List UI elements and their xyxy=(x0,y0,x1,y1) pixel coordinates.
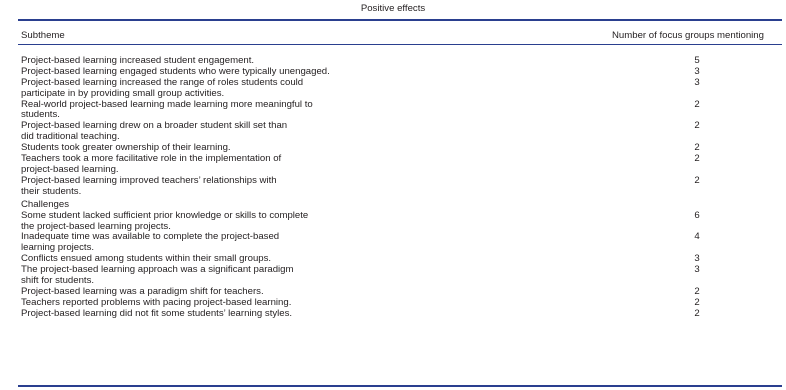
count-cell: 2 xyxy=(694,296,700,308)
table-row xyxy=(0,232,786,254)
count-cell: 3 xyxy=(694,253,700,265)
table-row xyxy=(0,100,786,122)
subtheme-cell: Real-world project-based learning made learning more meaningful to students. xyxy=(21,98,313,121)
subtheme-cell: Inadequate time was available to complete the project-based learning projects. xyxy=(21,231,280,254)
table-row xyxy=(0,265,786,287)
subtheme-cell: Project-based learning engaged students who were typically unengaged. xyxy=(21,65,330,77)
count-cell: 4 xyxy=(694,231,700,243)
subtheme-cell: Project-based learning increased the range of roles students could participate in by providing small group activities. xyxy=(21,76,304,99)
count-cell: 2 xyxy=(694,98,700,110)
table-row xyxy=(0,211,786,233)
header-focus-group-count: Number of focus groups mentioning xyxy=(612,30,764,41)
subtheme-cell: Conflicts ensued among students within their small groups. xyxy=(21,253,272,265)
subtheme-cell: Project-based learning was a paradigm shift for teachers. xyxy=(21,285,264,297)
header-subtheme: Subtheme xyxy=(21,30,65,41)
header-rule xyxy=(18,44,782,45)
count-cell: 2 xyxy=(694,307,700,319)
table-row xyxy=(0,176,786,198)
count-cell: 2 xyxy=(694,285,700,297)
table-caption: Positive effects xyxy=(360,3,426,14)
table-row xyxy=(0,78,786,100)
subtheme-cell: Project-based learning did not fit some students’ learning styles. xyxy=(21,307,293,319)
subtheme-cell: Project-based learning increased student engagement. xyxy=(21,55,255,66)
top-rule xyxy=(18,19,782,21)
table-row xyxy=(0,309,786,320)
count-cell: 2 xyxy=(694,153,700,165)
count-cell: 2 xyxy=(694,120,700,132)
table-body xyxy=(0,56,786,320)
count-cell: 2 xyxy=(694,174,700,186)
count-cell: 6 xyxy=(694,209,700,221)
bottom-rule xyxy=(18,385,782,387)
table-row xyxy=(0,121,786,143)
count-cell: 3 xyxy=(694,264,700,276)
section-label: Challenges xyxy=(21,198,70,210)
table-row xyxy=(0,154,786,176)
subtheme-cell: Some student lacked sufficient prior knowledge or skills to complete the project-based learning projects. xyxy=(21,209,309,232)
count-cell: 3 xyxy=(694,65,700,77)
count-cell: 2 xyxy=(694,142,700,154)
count-cell: 3 xyxy=(694,76,700,88)
subtheme-cell: Project-based learning improved teachers’ relationships with their students. xyxy=(21,174,277,197)
subtheme-cell: Teachers took a more facilitative role in the implementation of project-based learning. xyxy=(21,153,282,175)
subtheme-cell: Students took greater ownership of their learning. xyxy=(21,142,231,154)
count-cell: 5 xyxy=(694,55,700,66)
subtheme-cell: Teachers reported problems with pacing project-based learning. xyxy=(21,296,292,308)
subtheme-cell: The project-based learning approach was a significant paradigm shift for students. xyxy=(21,264,294,287)
subtheme-cell: Project-based learning drew on a broader student skill set than did traditional teaching. xyxy=(21,120,288,143)
